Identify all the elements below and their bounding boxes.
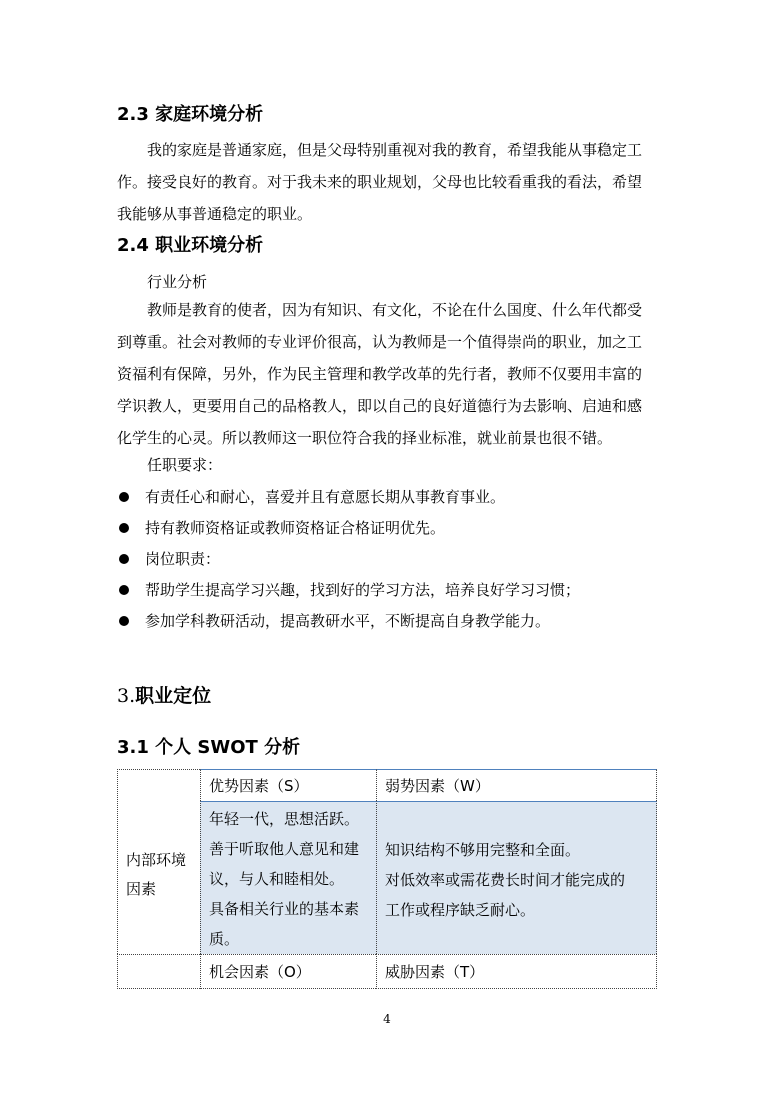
weakness-line: 知识结构不够用完整和全面。: [385, 841, 581, 859]
list-item-text: 持有教师资格证或教师资格证合格证明优先。: [145, 519, 446, 537]
bullet-icon: [119, 523, 129, 533]
heading-2-3: 2.3 家庭环境分析: [117, 104, 264, 125]
strength-line: 具备相关行业的基本素: [209, 900, 360, 918]
subheading-industry: 行业分析: [147, 273, 208, 291]
bullet-icon: [119, 585, 129, 595]
strength-line: 年轻一代，思想活跃。: [209, 810, 360, 828]
internal-factors-cell: [117, 769, 200, 954]
strengths-cell: [200, 801, 376, 954]
swot-table: [117, 769, 657, 989]
text-line: 学识教人，更要用自己的品格教人，即以自己的良好道德行为去影响、启迪和感: [117, 397, 643, 415]
bullet-icon: [119, 616, 129, 626]
threats-header: 威胁因素（T）: [385, 963, 485, 981]
heading-text: 职业定位: [135, 685, 212, 707]
text-line: 到尊重。社会对教师的专业评价很高，认为教师是一个值得崇尚的职业，加之工: [117, 333, 643, 351]
heading-3: [117, 683, 211, 709]
text-line: 我的家庭是普通家庭，但是父母特别重视对我的教育，希望我能从事稳定工: [147, 141, 643, 159]
heading-3-1: 3.1 个人 SWOT 分析: [117, 737, 301, 758]
opportunities-header: 机会因素（O）: [209, 963, 311, 981]
text-line: 我能够从事普通稳定的职业。: [117, 205, 313, 223]
text-line: 资福利有保障，另外，作为民主管理和教学改革的先行者，教师不仅要用丰富的: [117, 365, 643, 383]
strength-line: 善于听取他人意见和建: [209, 840, 360, 858]
strength-line: 议，与人和睦相处。: [209, 870, 345, 888]
strengths-header-cell: [200, 769, 376, 801]
list-item-text: 岗位职责：: [145, 550, 221, 568]
strengths-header: 优势因素（S）: [209, 777, 309, 795]
list-item-text: 参加学科教研活动，提高教研水平，不断提高自身教学能力。: [145, 612, 551, 630]
text-line: 化学生的心灵。所以教师这一职位符合我的择业标准，就业前景也很不错。: [117, 429, 613, 447]
opportunities-header-cell: [200, 954, 376, 989]
external-factors-cell: [117, 954, 200, 989]
weaknesses-header: 弱势因素（W）: [385, 777, 490, 795]
strength-line: 质。: [209, 930, 240, 948]
bullet-icon: [119, 554, 129, 564]
text-line: 教师是教育的使者，因为有知识、有文化，不论在什么国度、什么年代都受: [147, 301, 643, 319]
paragraph-family: [117, 134, 662, 230]
internal-label-line: 因素: [126, 880, 157, 898]
weakness-line: 工作或程序缺乏耐心。: [385, 901, 536, 919]
threats-header-cell: [376, 954, 657, 989]
bullet-icon: [119, 492, 129, 502]
heading-2-4: 2.4 职业环境分析: [117, 235, 264, 256]
text-line: 作。接受良好的教育。对于我未来的职业规划，父母也比较看重我的看法，希望: [117, 173, 643, 191]
list-item-text: 有责任心和耐心，喜爱并且有意愿长期从事教育事业。: [145, 488, 506, 506]
weaknesses-header-cell: [376, 769, 657, 801]
heading-number: 3.: [117, 685, 136, 707]
weaknesses-cell: [376, 801, 657, 954]
requirements-label: 任职要求：: [147, 456, 223, 474]
page-number: 4: [383, 1012, 391, 1026]
paragraph-industry: [117, 294, 662, 454]
internal-label-line: 内部环境: [126, 851, 187, 869]
list-item-text: 帮助学生提高学习兴趣，找到好的学习方法，培养良好学习习惯；: [145, 581, 581, 599]
weakness-line: 对低效率或需花费长时间才能完成的: [385, 871, 626, 889]
